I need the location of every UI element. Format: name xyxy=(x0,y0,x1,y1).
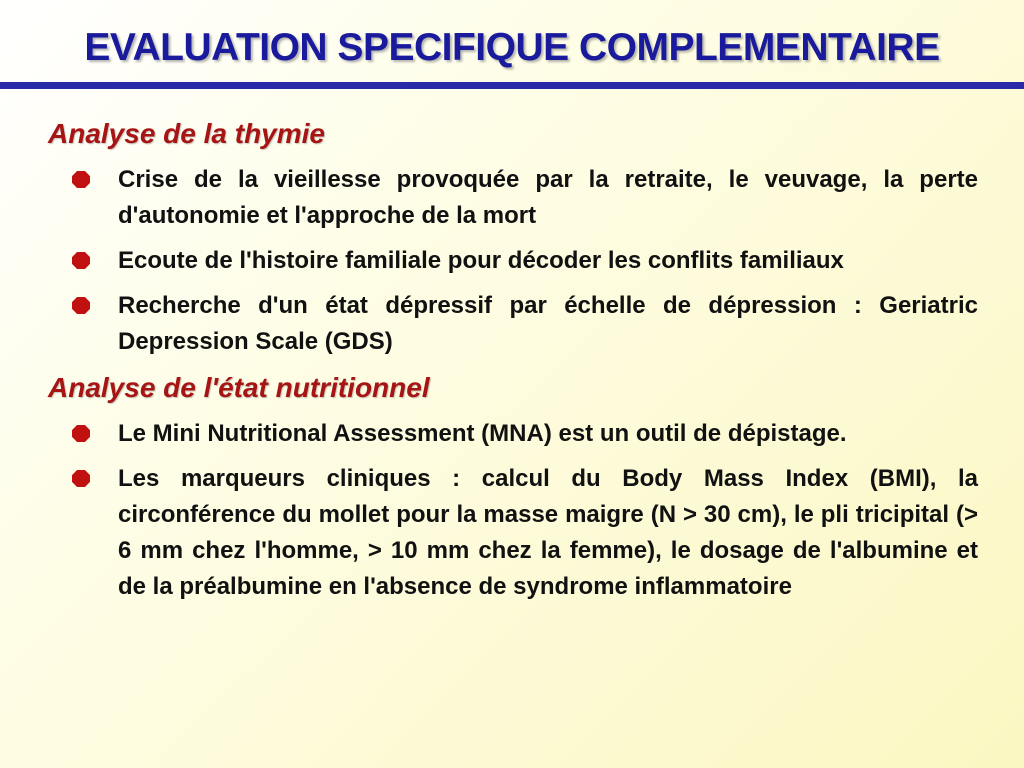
bullet-icon xyxy=(72,425,90,442)
bullet-list-nutrition xyxy=(48,416,978,605)
bullet-item xyxy=(48,288,978,360)
bullet-text: Crise de la vieillesse provoquée par la retraite, le veuvage, la perte d'autonomie et l'approche de la mort xyxy=(118,166,978,229)
bullet-item xyxy=(48,461,978,605)
bullet-text: Les marqueurs cliniques : calcul du Body Mass Index (BMI), la circonférence du mollet pour la masse maigre (N > 30 cm), le pli tricipital (> 6 mm chez l'homme, > 10 mm chez la femme), le dosage de l'albumine et de la préalbumine en l'absence de syndrome inflammatoire xyxy=(118,465,978,600)
slide-title: EVALUATION SPECIFIQUE COMPLEMENTAIRE xyxy=(84,26,940,69)
slide-content xyxy=(48,118,978,614)
bullet-item xyxy=(48,243,978,279)
bullet-icon xyxy=(72,252,90,269)
bullet-icon xyxy=(72,297,90,314)
title-underline xyxy=(0,82,1024,89)
bullet-icon xyxy=(72,470,90,487)
section-heading-thymie: Analyse de la thymie xyxy=(48,118,326,149)
section-heading-nutrition: Analyse de l'état nutritionnel xyxy=(48,372,430,403)
bullet-item xyxy=(48,416,978,452)
bullet-text: Ecoute de l'histoire familiale pour décoder les conflits familiaux xyxy=(118,247,844,274)
bullet-list-thymie xyxy=(48,162,978,360)
bullet-text: Le Mini Nutritional Assessment (MNA) est un outil de dépistage. xyxy=(118,420,847,447)
bullet-item xyxy=(48,162,978,234)
bullet-text: Recherche d'un état dépressif par échelle de dépression : Geriatric Depression Scale (GDS) xyxy=(118,292,978,355)
bullet-icon xyxy=(72,171,90,188)
